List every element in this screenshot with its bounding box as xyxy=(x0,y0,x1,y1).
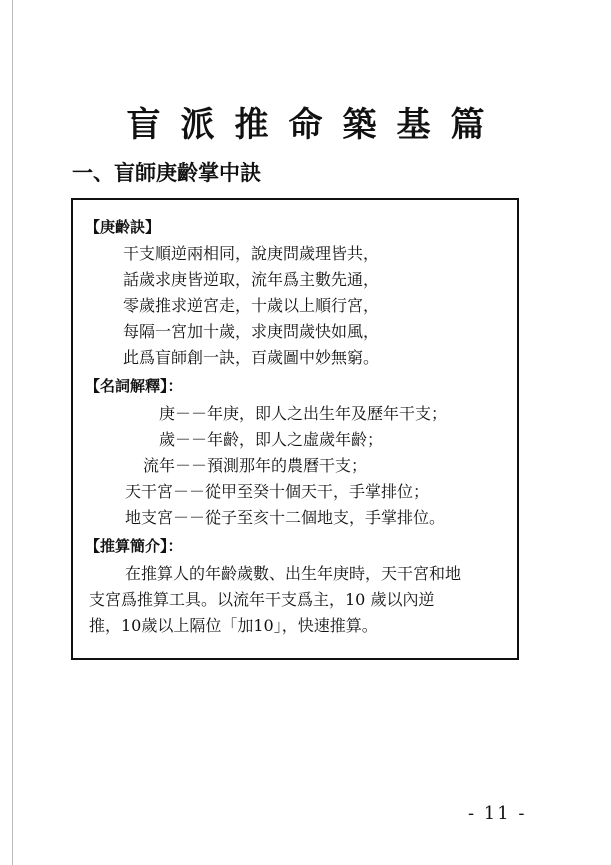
term-line: 地支宮－－從子至亥十二個地支，手掌排位。 xyxy=(125,508,446,527)
poem-line: 話歲求庚皆逆取，流年爲主數先通， xyxy=(123,270,380,289)
intro-line: 推，10歲以上隔位「加10」，快速推算。 xyxy=(89,616,378,635)
label-terms: 【名詞解釋】： xyxy=(85,377,183,395)
term-line: 庚－－年庚，即人之出生年及歷年干支； xyxy=(159,404,448,423)
label-intro: 【推算簡介】： xyxy=(85,537,183,555)
poem-line: 零歲推求逆宮走，十歲以上順行宮， xyxy=(123,296,380,315)
section-heading: 一、盲師庚齡掌中訣 xyxy=(72,161,261,185)
chapter-title: 盲派推命築基篇 xyxy=(126,105,505,145)
term-line: 天干宮－－從甲至癸十個天干，手掌排位； xyxy=(125,482,430,501)
intro-line: 在推算人的年齡歲數、出生年庚時，天干宮和地 xyxy=(125,564,462,583)
term-line: 流年－－預測那年的農曆干支； xyxy=(143,456,368,475)
poem-line: 此爲盲師創一訣，百歲圖中妙無窮。 xyxy=(123,348,380,367)
label-gengling-jue: 【庚齡訣】 xyxy=(85,218,161,236)
term-line: 歲－－年齡，即人之虛歲年齡； xyxy=(159,430,384,449)
page-number: - 11 - xyxy=(468,803,527,824)
poem-line: 干支順逆兩相同，說庚問歲理皆共， xyxy=(123,244,380,263)
poem-line: 每隔一宮加十歲，求庚問歲快如風， xyxy=(123,322,380,341)
content-box xyxy=(71,198,519,660)
intro-line: 支宮爲推算工具。以流年干支爲主，10 歲以內逆 xyxy=(89,590,435,609)
